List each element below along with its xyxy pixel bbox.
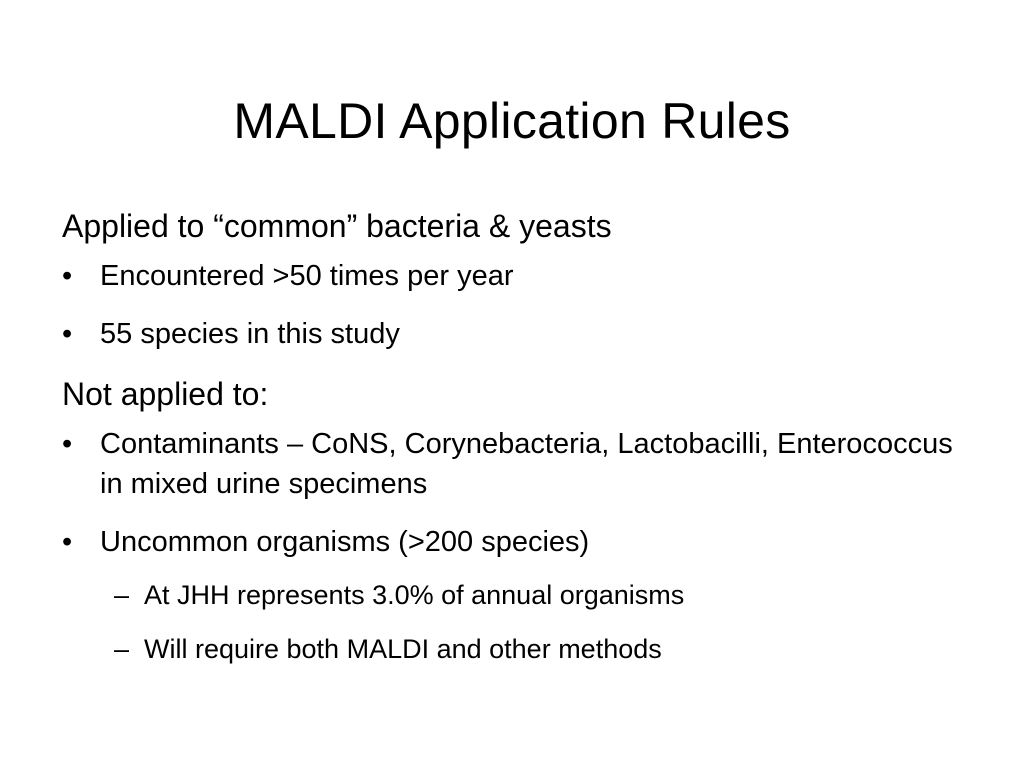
bullet-icon: • <box>62 260 73 292</box>
dash-icon: – <box>114 634 130 664</box>
bullet-text: Contaminants – CoNS, Corynebacteria, Lactobacilli, Enterococcus in mixed urine specimens <box>100 428 953 500</box>
bullet-text: 55 species in this study <box>100 318 400 350</box>
list-item <box>62 314 982 354</box>
slide-title: MALDI Application Rules <box>233 93 791 149</box>
bullet-text: Encountered >50 times per year <box>100 260 514 292</box>
sub-list-item <box>62 630 982 668</box>
sub-bullet-list <box>62 576 982 668</box>
section-heading-applied: Applied to “common” bacteria & yeasts <box>62 208 612 244</box>
list-item <box>62 424 982 504</box>
bullet-icon: • <box>62 428 73 460</box>
sub-list-item <box>62 576 982 614</box>
section-heading-not-applied: Not applied to: <box>62 376 269 412</box>
list-item <box>62 522 982 562</box>
bullet-icon: • <box>62 526 73 558</box>
bullet-icon: • <box>62 318 73 350</box>
not-applied-bullet-list <box>62 424 982 562</box>
slide-body <box>62 204 982 684</box>
sub-bullet-text: Will require both MALDI and other methods <box>144 634 662 664</box>
sub-bullet-text: At JHH represents 3.0% of annual organisms <box>144 580 685 610</box>
bullet-text: Uncommon organisms (>200 species) <box>100 526 590 558</box>
list-item <box>62 256 982 296</box>
applied-bullet-list <box>62 256 982 354</box>
dash-icon: – <box>114 580 130 610</box>
